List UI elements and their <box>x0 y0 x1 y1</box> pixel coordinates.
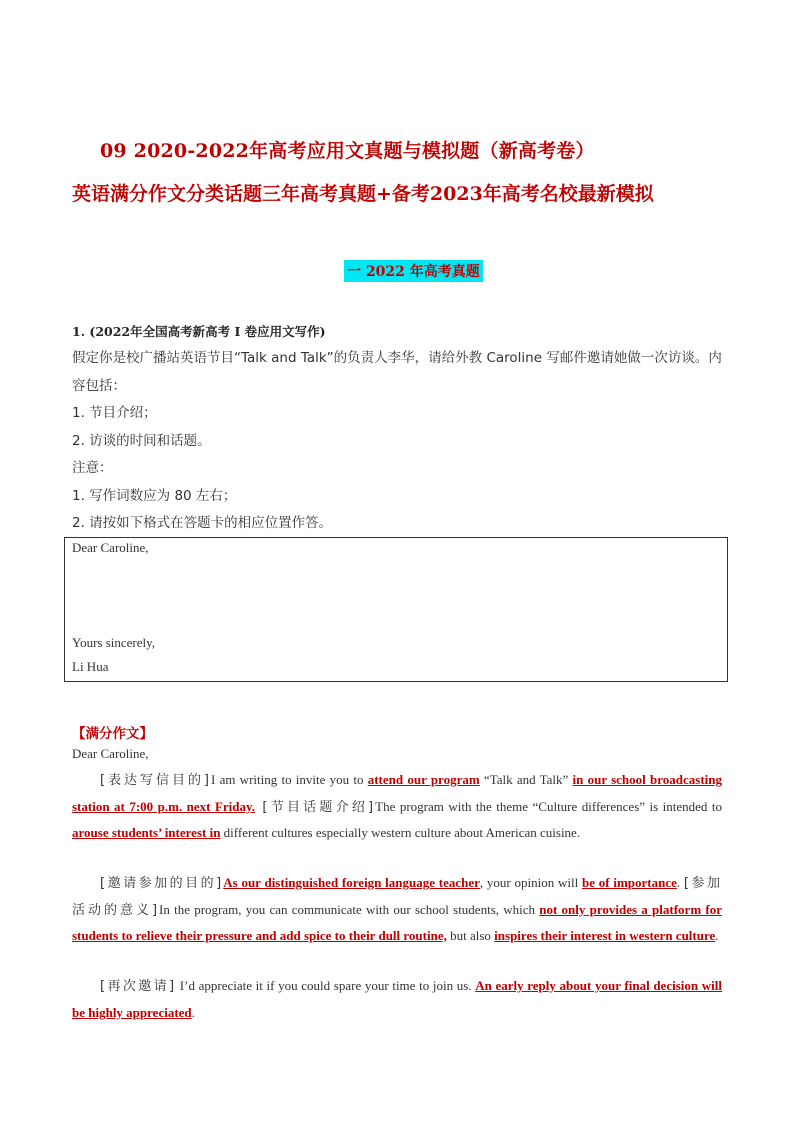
essay-text: but also <box>446 928 495 943</box>
structure-marker: [邀请参加的目的] <box>100 876 224 891</box>
essay-text: . <box>191 1004 195 1020</box>
question-line: 1. 写作词数应为 80 左右； <box>72 488 237 504</box>
key-phrase: An early reply about your final decision will be highly appreciated <box>72 978 722 1020</box>
question-line: 假定你是校广播站英语节目“Talk and Talk”的负责人李华，请给外教 Caroline 写邮件邀请她做一次访谈。内 <box>72 350 722 366</box>
structure-marker: [参加活动的意义] <box>72 876 722 918</box>
question-line: 2. 请按如下格式在答题卡的相应位置作答。 <box>72 515 333 531</box>
essay-text: different cultures especially western culture about American cuisine. <box>220 825 581 840</box>
structure-marker: [再次邀请] <box>100 979 177 994</box>
key-phrase: As our distinguished foreign language teacher <box>223 875 480 890</box>
question-line: 2. 访谈的时间和话题。 <box>72 433 211 449</box>
essay-paragraph-1 <box>72 767 722 846</box>
key-phrase: arouse students’ interest in <box>72 825 221 840</box>
essay-text: . <box>676 875 684 890</box>
key-phrase: not only provides a platform for students to relieve their pressure and add spice to their dull routine, <box>72 901 722 943</box>
essay-text: In the program, you can communicate with our school students, which <box>159 901 540 917</box>
essay-text: I’d appreciate it if you could spare your time to join us. <box>176 978 476 993</box>
essay-paragraph-2 <box>72 870 722 949</box>
question-line: 容包括： <box>72 378 126 394</box>
letter-closing: Yours sincerely, <box>72 635 156 650</box>
essay-salutation: Dear Caroline, <box>72 746 149 761</box>
key-phrase: in our school broadcasting station at 7:00 p.m. next Friday. <box>72 772 722 814</box>
document-title-line2: 英语满分作文分类话题三年高考真题+备考2023年高考名校最新模拟 <box>72 183 654 205</box>
key-phrase: inspires their interest in western culture <box>494 928 716 943</box>
document-title-line1: 09 2020-2022年高考应用文真题与模拟题（新高考卷） <box>100 140 595 162</box>
model-essay-tag: 【满分作文】 <box>72 726 153 742</box>
key-phrase: be of importance <box>582 875 677 890</box>
section-heading: 一 2022 年高考真题 <box>344 260 483 282</box>
letter-format-box <box>64 537 728 682</box>
question-line: 1. 节目介绍； <box>72 405 157 421</box>
essay-text: . <box>715 928 719 943</box>
essay-text: The program with the theme “Culture differences” is intended to <box>375 798 722 814</box>
structure-marker: [节目话题介绍] <box>255 799 376 815</box>
key-phrase: attend our program <box>367 772 480 787</box>
letter-greeting: Dear Caroline, <box>72 540 149 555</box>
essay-text: “Talk and Talk” <box>479 772 573 787</box>
question-heading: 1. (2022年全国高考新高考 I 卷应用文写作) <box>72 324 326 339</box>
structure-marker: [表达写信目的] <box>100 773 212 788</box>
question-line: 注意： <box>72 460 113 476</box>
essay-text: , your opinion will <box>479 875 582 890</box>
letter-signature: Li Hua <box>72 659 109 674</box>
essay-text: I am writing to invite you to <box>211 772 368 787</box>
essay-paragraph-3 <box>72 973 722 1025</box>
